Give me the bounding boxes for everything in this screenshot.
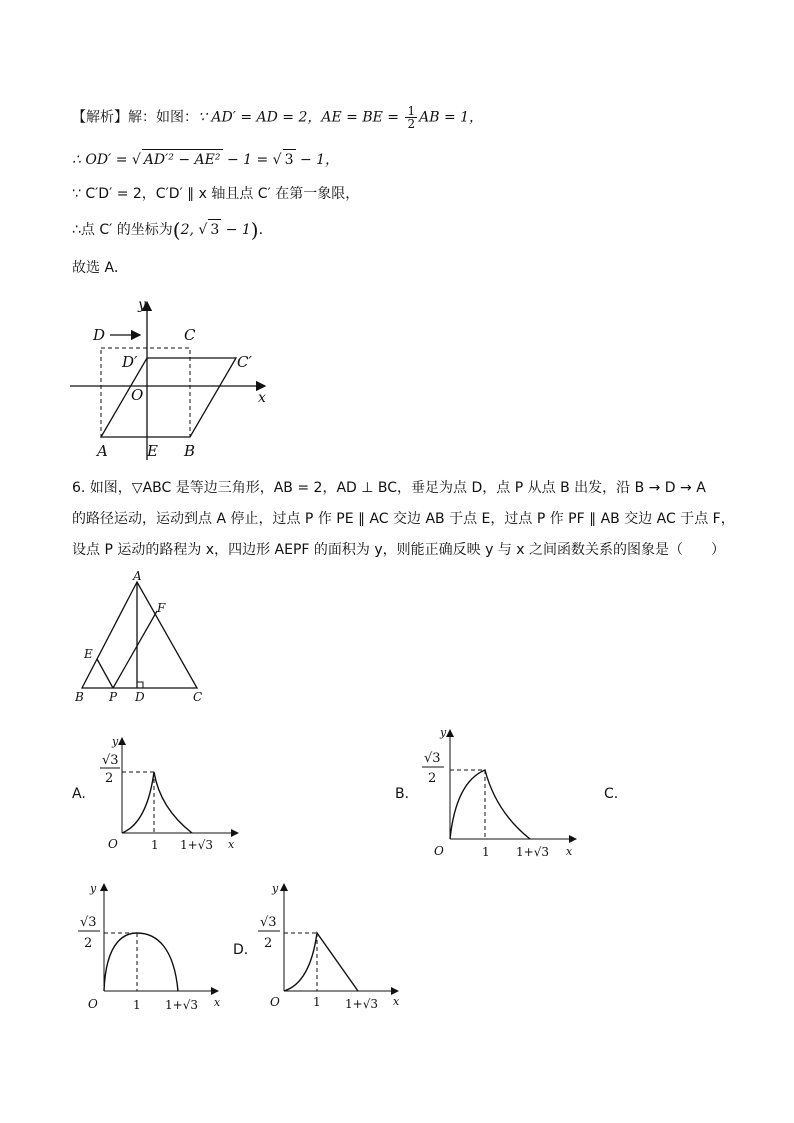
curve-b bbox=[450, 770, 530, 839]
label-peak-numerator: √3 bbox=[260, 915, 277, 930]
label-D: D bbox=[93, 326, 106, 344]
question-line-1 bbox=[72, 478, 706, 498]
label-end: 1+√3 bbox=[165, 998, 198, 1012]
solution-eq-2-prefix: ∴ OD′ = bbox=[72, 152, 132, 168]
solution-line-3 bbox=[72, 184, 359, 204]
label-D-prime: D′ bbox=[122, 353, 138, 371]
label-C-prime: C′ bbox=[237, 353, 252, 371]
fraction-denominator: 2 bbox=[407, 117, 416, 131]
question-text-1: 6. 如图，▽ABC 是等边三角形，AB = 2，AD ⊥ BC，垂足为点 D，点 P 从点 B 出发，沿 B → D → A bbox=[72, 480, 706, 496]
answer-text: 故选 A． bbox=[72, 260, 129, 276]
label-y: y bbox=[272, 882, 279, 895]
radicand-three: 3 bbox=[283, 149, 296, 170]
coord-end: . bbox=[258, 222, 264, 238]
coord-a: 2, bbox=[180, 222, 199, 238]
label-peak-denominator: 2 bbox=[84, 936, 93, 951]
coord-b: − 1 bbox=[221, 222, 251, 238]
label-one: 1 bbox=[133, 998, 141, 1012]
question-text-3: 设点 P 运动的路程为 x，四边形 AEPF 的面积为 y，则能正确反映 y 与 x 之间函数关系的图象是（ ） bbox=[72, 542, 726, 558]
radicand-od: AD′² − AE² bbox=[142, 149, 223, 170]
solution-line-1 bbox=[72, 105, 483, 130]
label-peak-denominator: 2 bbox=[264, 936, 273, 951]
label-tri-E: E bbox=[84, 647, 93, 661]
option-b-label[interactable]: B. bbox=[395, 786, 410, 802]
label-C: C bbox=[184, 326, 196, 344]
solution-eq-3: ∵ C′D′ = 2，C′D′ ∥ x 轴且点 C′ 在第一象限， bbox=[72, 186, 360, 202]
label-x: x bbox=[228, 838, 235, 851]
label-x: x bbox=[214, 996, 221, 1009]
solution-eq-1: ∵ AD′ = AD = 2，AE = BE = bbox=[198, 109, 404, 126]
label-peak-denominator: 2 bbox=[105, 771, 114, 786]
right-angle-mark bbox=[137, 682, 143, 688]
option-d-graph[interactable] bbox=[252, 878, 412, 1018]
question-line-2 bbox=[72, 509, 735, 529]
label-tri-B: B bbox=[75, 690, 84, 704]
solution-line-2: ∴ OD′ = √ AD′² − AE² − 1 = √ 3 − 1， bbox=[72, 149, 339, 170]
label-B: B bbox=[184, 442, 196, 460]
coord-radicand: 3 bbox=[208, 219, 221, 240]
solution-eq-1-tail: AB = 1， bbox=[419, 109, 484, 126]
label-O: O bbox=[131, 386, 144, 404]
label-A: A bbox=[97, 442, 108, 460]
label-E: E bbox=[147, 442, 158, 460]
label-peak-numerator: √3 bbox=[424, 751, 441, 766]
label-tri-C: C bbox=[193, 690, 203, 704]
solution-answer bbox=[72, 258, 128, 278]
solution-eq-2-tail: − 1， bbox=[295, 152, 340, 168]
segment-pe bbox=[97, 659, 113, 688]
solution-intro: 解：如图： bbox=[128, 109, 198, 126]
curve-a bbox=[122, 772, 192, 833]
label-end: 1+√3 bbox=[180, 838, 213, 852]
label-tri-A: A bbox=[133, 569, 142, 583]
question-line-3 bbox=[72, 540, 725, 560]
label-origin: O bbox=[88, 997, 98, 1011]
label-origin: O bbox=[270, 995, 280, 1009]
option-c-graph[interactable] bbox=[72, 878, 232, 1018]
segment-pf bbox=[113, 611, 157, 688]
curve-c bbox=[104, 933, 178, 991]
solution-eq-2-mid: − 1 = bbox=[222, 152, 273, 168]
label-one: 1 bbox=[482, 845, 490, 859]
figure-parallelogram bbox=[60, 292, 290, 464]
option-c-label[interactable]: C. bbox=[604, 786, 619, 802]
label-origin: O bbox=[108, 837, 118, 851]
label-y: y bbox=[138, 297, 146, 313]
label-tri-F: F bbox=[157, 601, 166, 615]
fraction-numerator: 1 bbox=[407, 104, 416, 118]
label-y: y bbox=[440, 726, 447, 739]
label-x: x bbox=[258, 390, 266, 406]
solution-coord-prefix: ∴点 C′ 的坐标为 bbox=[72, 222, 173, 238]
label-peak-denominator: 2 bbox=[428, 771, 437, 786]
label-tri-D: D bbox=[135, 690, 145, 704]
fraction-half bbox=[405, 105, 417, 130]
label-origin: O bbox=[434, 844, 444, 858]
option-a-label[interactable]: A. bbox=[72, 786, 86, 802]
question-text-2: 的路径运动，运动到点 A 停止，过点 P 作 PE ∥ AC 交边 AB 于点 E，过点 P 作 PF ∥ AB 交边 AC 于点 F， bbox=[72, 511, 735, 527]
label-peak-numerator: √3 bbox=[102, 753, 119, 768]
label-y: y bbox=[112, 735, 119, 748]
analysis-tag: 【解析】 bbox=[72, 109, 128, 126]
label-end: 1+√3 bbox=[516, 845, 549, 859]
option-d-label[interactable]: D. bbox=[233, 942, 249, 958]
figure-triangle bbox=[70, 568, 220, 708]
label-end: 1+√3 bbox=[345, 997, 378, 1011]
label-one: 1 bbox=[151, 838, 159, 852]
label-x: x bbox=[566, 845, 573, 858]
option-b-graph[interactable] bbox=[418, 722, 582, 862]
solution-line-4: ∴点 C′ 的坐标为(2, √ 3 − 1). bbox=[72, 218, 264, 242]
label-y: y bbox=[90, 882, 97, 895]
label-x: x bbox=[393, 995, 400, 1008]
label-tri-P: P bbox=[109, 690, 118, 704]
triangle-abc bbox=[82, 582, 197, 688]
label-peak-numerator: √3 bbox=[80, 915, 97, 930]
curve-d bbox=[284, 933, 358, 991]
option-a-graph[interactable] bbox=[92, 728, 252, 854]
label-one: 1 bbox=[313, 995, 321, 1009]
